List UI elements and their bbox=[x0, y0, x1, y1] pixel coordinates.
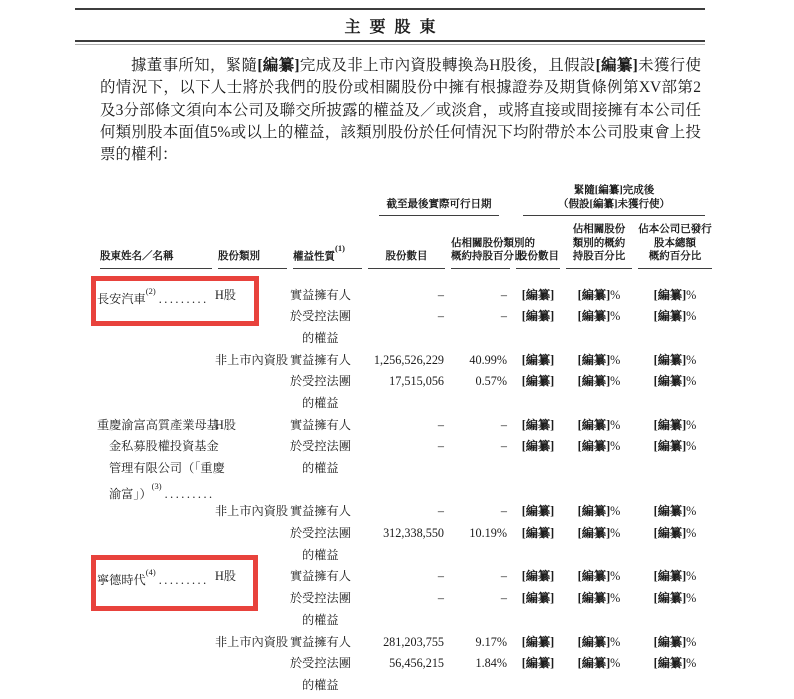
num-shares-current-cell bbox=[365, 328, 448, 350]
nature-of-interest-cell: 於受控法團 bbox=[290, 526, 351, 541]
pct-class-current-cell bbox=[448, 610, 513, 632]
pct-class-post-cell: [編纂]% bbox=[577, 591, 621, 606]
shareholder-name-cell: 寧德時代$^{(4)}$ ......... bbox=[97, 567, 209, 588]
pct-class-current-cell bbox=[448, 458, 513, 480]
num-shares-post-cell: [編纂] bbox=[521, 374, 555, 389]
pct-total-issued-cell: [編纂]% bbox=[653, 591, 697, 606]
pct-class-post-cell bbox=[563, 675, 635, 697]
num-shares-post-cell bbox=[513, 458, 563, 480]
table-row bbox=[97, 523, 715, 545]
pct-total-issued-cell: [編纂]% bbox=[653, 417, 697, 432]
pct-class-post-cell: [編纂]% bbox=[577, 526, 621, 541]
shareholder-name-cell bbox=[97, 350, 215, 372]
pct-class-current-cell: – bbox=[500, 569, 507, 584]
num-shares-post-cell: [編纂] bbox=[521, 287, 555, 302]
group-header-line: 緊隨[編纂]完成後 bbox=[573, 185, 655, 196]
num-shares-current-cell: – bbox=[437, 287, 444, 302]
table-row bbox=[97, 415, 715, 437]
share-class-cell bbox=[215, 458, 290, 480]
share-class-cell: H股 bbox=[215, 417, 236, 432]
num-shares-current-cell: 56,456,215 bbox=[389, 656, 444, 671]
share-class-cell bbox=[215, 610, 290, 632]
share-class-cell: H股 bbox=[215, 287, 236, 302]
table-group-header-row bbox=[97, 184, 715, 216]
num-shares-current-cell: – bbox=[437, 417, 444, 432]
pct-class-post-cell: [編纂]% bbox=[577, 352, 621, 367]
share-class-cell: 非上市內資股 bbox=[215, 352, 289, 367]
num-shares-post-cell: [編纂] bbox=[521, 634, 555, 649]
column-header-7: 佔本公司已發行 股本總額 概約百分比 bbox=[638, 223, 712, 269]
table-row bbox=[97, 285, 715, 307]
table-row bbox=[97, 393, 715, 415]
pct-class-current-cell: – bbox=[500, 439, 507, 454]
share-class-cell bbox=[215, 675, 290, 697]
pct-total-issued-cell: [編纂]% bbox=[653, 634, 697, 649]
table-row bbox=[97, 306, 715, 328]
pct-total-issued-cell: [編纂]% bbox=[653, 656, 697, 671]
pct-class-post-cell bbox=[563, 458, 635, 480]
share-class-cell bbox=[215, 371, 290, 393]
num-shares-current-cell bbox=[365, 458, 448, 480]
table-row bbox=[97, 501, 715, 523]
table-row bbox=[97, 653, 715, 675]
share-class-cell bbox=[215, 653, 290, 675]
shareholder-name-cell bbox=[97, 328, 215, 350]
pct-total-issued-cell: [編纂]% bbox=[653, 504, 697, 519]
table-row bbox=[97, 545, 715, 567]
pct-total-issued-cell: [編纂]% bbox=[653, 309, 697, 324]
shareholder-name-cell: 金私募股權投資基金 bbox=[109, 439, 219, 454]
num-shares-post-cell: [編纂] bbox=[521, 352, 555, 367]
share-class-cell bbox=[215, 393, 290, 415]
table-row bbox=[97, 480, 715, 502]
shareholder-name-cell bbox=[97, 306, 215, 328]
shareholder-name-cell bbox=[97, 545, 215, 567]
pct-class-post-cell: [編纂]% bbox=[577, 439, 621, 454]
nature-of-interest-cell: 的權益 bbox=[302, 395, 339, 410]
share-class-cell: 非上市內資股 bbox=[215, 504, 289, 519]
table-row bbox=[97, 588, 715, 610]
pct-total-issued-cell bbox=[635, 393, 715, 415]
title-banner bbox=[75, 8, 705, 45]
pct-class-current-cell: 10.19% bbox=[469, 526, 507, 541]
share-class-cell bbox=[215, 523, 290, 545]
nature-of-interest-cell: 的權益 bbox=[302, 330, 339, 345]
shareholder-name-cell bbox=[97, 523, 215, 545]
num-shares-current-cell: 281,203,755 bbox=[383, 634, 444, 649]
shareholder-name-cell bbox=[97, 371, 215, 393]
pct-class-post-cell: [編纂]% bbox=[577, 287, 621, 302]
nature-of-interest-cell: 於受控法團 bbox=[290, 309, 351, 324]
num-shares-current-cell: 17,515,056 bbox=[389, 374, 444, 389]
table-row bbox=[97, 675, 715, 697]
pct-class-current-cell: – bbox=[500, 309, 507, 324]
shareholder-name-cell bbox=[97, 653, 215, 675]
table-body bbox=[97, 285, 715, 697]
pct-class-current-cell: – bbox=[500, 504, 507, 519]
share-class-cell bbox=[215, 328, 290, 350]
pct-class-post-cell bbox=[563, 610, 635, 632]
pct-class-post-cell: [編纂]% bbox=[577, 656, 621, 671]
pct-class-current-cell: 40.99% bbox=[469, 352, 507, 367]
pct-total-issued-cell: [編纂]% bbox=[653, 569, 697, 584]
group-header-latest-practicable-date bbox=[379, 184, 499, 216]
leader-dots: ......... bbox=[158, 573, 209, 588]
table-row bbox=[97, 632, 715, 654]
pct-class-current-cell bbox=[448, 328, 513, 350]
num-shares-current-cell: – bbox=[437, 309, 444, 324]
group-header-post-completion bbox=[523, 184, 705, 216]
num-shares-post-cell: [編纂] bbox=[521, 591, 555, 606]
share-class-cell bbox=[215, 436, 290, 458]
group-header-line: （假設[編纂]未獲行使） bbox=[558, 199, 670, 210]
num-shares-post-cell: [編纂] bbox=[521, 526, 555, 541]
pct-total-issued-cell bbox=[635, 328, 715, 350]
pct-total-issued-cell bbox=[635, 675, 715, 697]
pct-class-current-cell: – bbox=[500, 591, 507, 606]
num-shares-current-cell: – bbox=[437, 504, 444, 519]
share-class-cell: H股 bbox=[215, 569, 236, 584]
num-shares-current-cell: 312,338,550 bbox=[383, 526, 444, 541]
pct-total-issued-cell: [編纂]% bbox=[653, 526, 697, 541]
num-shares-current-cell bbox=[365, 393, 448, 415]
shareholder-name-cell: 重慶渝富高質產業母基 bbox=[97, 417, 219, 432]
nature-of-interest-cell: 於受控法團 bbox=[290, 591, 351, 606]
table-row bbox=[97, 566, 715, 588]
nature-of-interest-cell: 實益擁有人 bbox=[290, 634, 351, 649]
shareholders-table bbox=[97, 184, 715, 697]
column-header-3: 股份數目 bbox=[368, 223, 445, 269]
pct-class-current-cell bbox=[448, 675, 513, 697]
pct-total-issued-cell bbox=[635, 610, 715, 632]
num-shares-post-cell: [編纂] bbox=[521, 504, 555, 519]
table-row bbox=[97, 436, 715, 458]
shareholder-name-cell bbox=[97, 610, 215, 632]
pct-total-issued-cell: [編纂]% bbox=[653, 374, 697, 389]
leader-dots: ......... bbox=[158, 291, 209, 306]
num-shares-post-cell: [編纂] bbox=[521, 656, 555, 671]
column-header-4: 佔相關股份類別的 概約持股百分比 bbox=[451, 223, 510, 269]
pct-class-post-cell bbox=[563, 545, 635, 567]
pct-class-post-cell: [編纂]% bbox=[577, 374, 621, 389]
table-row bbox=[97, 610, 715, 632]
nature-of-interest-cell: 實益擁有人 bbox=[290, 417, 351, 432]
pct-class-post-cell: [編纂]% bbox=[577, 634, 621, 649]
column-header-1: 股份類別 bbox=[218, 223, 287, 269]
num-shares-post-cell bbox=[513, 610, 563, 632]
pct-total-issued-cell bbox=[635, 545, 715, 567]
nature-of-interest-cell: 的權益 bbox=[302, 461, 339, 475]
nature-of-interest-cell: 於受控法團 bbox=[290, 374, 351, 389]
pct-class-post-cell bbox=[563, 393, 635, 415]
pct-total-issued-cell bbox=[635, 458, 715, 480]
nature-of-interest-cell: 實益擁有人 bbox=[290, 287, 351, 302]
shareholder-name-cell bbox=[97, 675, 215, 697]
num-shares-post-cell bbox=[513, 675, 563, 697]
num-shares-current-cell: 1,256,526,229 bbox=[373, 352, 444, 367]
table-row bbox=[97, 458, 715, 480]
num-shares-post-cell bbox=[513, 328, 563, 350]
pct-class-current-cell: – bbox=[500, 287, 507, 302]
table-column-header-row bbox=[97, 223, 715, 269]
num-shares-post-cell bbox=[513, 545, 563, 567]
share-class-cell: 非上市內資股 bbox=[215, 634, 289, 649]
num-shares-post-cell: [編纂] bbox=[521, 569, 555, 584]
nature-of-interest-cell: 的權益 bbox=[302, 677, 339, 692]
pct-class-current-cell: 9.17% bbox=[475, 634, 507, 649]
title-rule-bottom bbox=[75, 40, 705, 45]
column-header-5: 股份數目 bbox=[516, 223, 560, 269]
num-shares-post-cell: [編纂] bbox=[521, 417, 555, 432]
shareholder-name-cell bbox=[97, 588, 215, 610]
pct-class-post-cell bbox=[563, 328, 635, 350]
num-shares-current-cell bbox=[365, 675, 448, 697]
pct-class-current-cell: 0.57% bbox=[475, 374, 507, 389]
num-shares-current-cell: – bbox=[437, 591, 444, 606]
num-shares-current-cell bbox=[365, 610, 448, 632]
nature-of-interest-cell: 的權益 bbox=[302, 612, 339, 627]
leader-dots: ......... bbox=[164, 486, 215, 501]
nature-of-interest-cell: 於受控法團 bbox=[290, 439, 351, 454]
shareholder-name-cell: 管理有限公司（「重慶 bbox=[109, 461, 225, 475]
column-header-2: 權益性質$^{(1)}$ bbox=[293, 223, 362, 269]
share-class-cell bbox=[215, 545, 290, 567]
num-shares-current-cell bbox=[365, 545, 448, 567]
num-shares-current-cell: – bbox=[437, 569, 444, 584]
pct-class-post-cell: [編纂]% bbox=[577, 309, 621, 324]
shareholder-name-cell bbox=[97, 632, 215, 654]
table-row bbox=[97, 350, 715, 372]
pct-class-post-cell: [編纂]% bbox=[577, 569, 621, 584]
shareholder-name-cell bbox=[97, 393, 215, 415]
nature-of-interest-cell: 實益擁有人 bbox=[290, 352, 351, 367]
pct-class-current-cell bbox=[448, 393, 513, 415]
share-class-cell bbox=[215, 306, 290, 328]
pct-class-current-cell: – bbox=[500, 417, 507, 432]
num-shares-post-cell: [編纂] bbox=[521, 439, 555, 454]
intro-paragraph: 據董事所知，緊隨[編纂]完成及非上市內資股轉換為H股後，且假設[編纂]未獲行使的情況下，以下人士將於我們的股份或相關股份中擁有根據證券及期貨條例第XV部第2及3分部條文須向本公司及聯交所披露的權益及／或淡倉，或將直接或間接擁有本公司任何類別股本面值5%或以上的權益，該類別股份於任何情況下均附帶於本公司股東會上投票的權利： bbox=[100, 57, 701, 164]
group-header-spacer bbox=[97, 184, 365, 216]
group-header-line: 截至最後實際可行日期 bbox=[386, 199, 492, 210]
num-shares-post-cell bbox=[513, 393, 563, 415]
table-row bbox=[97, 371, 715, 393]
num-shares-current-cell: – bbox=[437, 439, 444, 454]
pct-total-issued-cell: [編纂]% bbox=[653, 352, 697, 367]
pct-class-current-cell bbox=[448, 545, 513, 567]
shareholder-name-cell: 渝富」）$^{(3)}$ ......... bbox=[109, 480, 215, 501]
pct-total-issued-cell: [編纂]% bbox=[653, 287, 697, 302]
pct-class-current-cell: 1.84% bbox=[475, 656, 507, 671]
num-shares-post-cell: [編纂] bbox=[521, 309, 555, 324]
column-header-6: 佔相關股份 類別的概約 持股百分比 bbox=[566, 223, 632, 269]
nature-of-interest-cell: 實益擁有人 bbox=[290, 569, 351, 584]
shareholder-name-cell: 長安汽車$^{(2)}$ ......... bbox=[97, 285, 209, 306]
page-title: 主要股東 bbox=[344, 19, 445, 36]
table-row bbox=[97, 328, 715, 350]
share-class-cell bbox=[215, 588, 290, 610]
nature-of-interest-cell: 的權益 bbox=[302, 547, 339, 562]
nature-of-interest-cell: 於受控法團 bbox=[290, 656, 351, 671]
pct-class-post-cell: [編纂]% bbox=[577, 417, 621, 432]
shareholder-name-cell bbox=[97, 501, 215, 523]
nature-of-interest-cell: 實益擁有人 bbox=[290, 504, 351, 519]
pct-total-issued-cell: [編纂]% bbox=[653, 439, 697, 454]
column-header-0: 股東姓名／名稱 bbox=[100, 223, 212, 269]
pct-class-post-cell: [編纂]% bbox=[577, 504, 621, 519]
